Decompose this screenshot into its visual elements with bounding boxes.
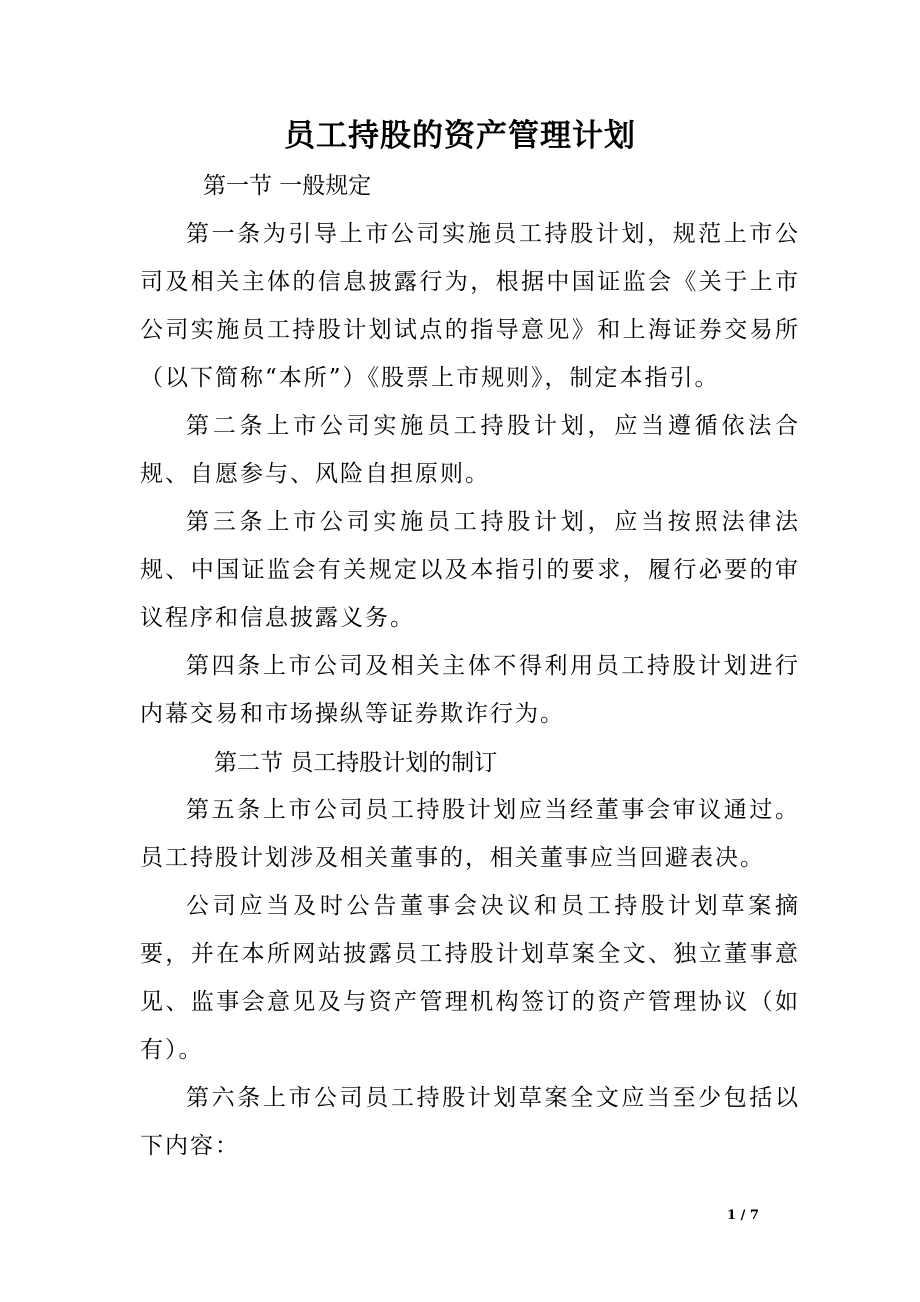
page-number: 1 / 7 (727, 1208, 759, 1223)
paragraph-article-6: 第六条上市公司员工持股计划草案全文应当至少包括以下内容： (140, 1085, 800, 1159)
paragraph-article-3: 第三条上市公司实施员工持股计划，应当按照法律法规、中国证监会有关规定以及本指引的要求，履行必要的审议程序和信息披露义务。 (140, 509, 800, 631)
paragraph-announcement: 公司应当及时公告董事会决议和员工持股计划草案摘要，并在本所网站披露员工持股计划草案全文、独立董事意见、监事会意见及与资产管理机构签订的资产管理协议（如有）。 (140, 893, 800, 1063)
paragraph-article-5: 第五条上市公司员工持股计划应当经董事会审议通过。员工持股计划涉及相关董事的，相关董事应当回避表决。 (140, 797, 800, 871)
section-heading-2: 第二节 员工持股计划的制订 (214, 750, 498, 776)
paragraph-article-4: 第四条上市公司及相关主体不得利用员工持股计划进行内幕交易和市场操纵等证券欺诈行为。 (140, 653, 800, 727)
paragraph-article-1: 第一条为引导上市公司实施员工持股计划，规范上市公司及相关主体的信息披露行为，根据中国证监会《关于上市公司实施员工持股计划试点的指导意见》和上海证券交易所（以下简称“本所”）《股票上市规则》，制定本指引。 (140, 221, 800, 391)
document-title: 员工持股的资产管理计划 (284, 118, 636, 154)
paragraph-article-2: 第二条上市公司实施员工持股计划，应当遵循依法合规、自愿参与、风险自担原则。 (140, 413, 800, 487)
section-heading-1: 第一节 一般规定 (203, 173, 372, 199)
